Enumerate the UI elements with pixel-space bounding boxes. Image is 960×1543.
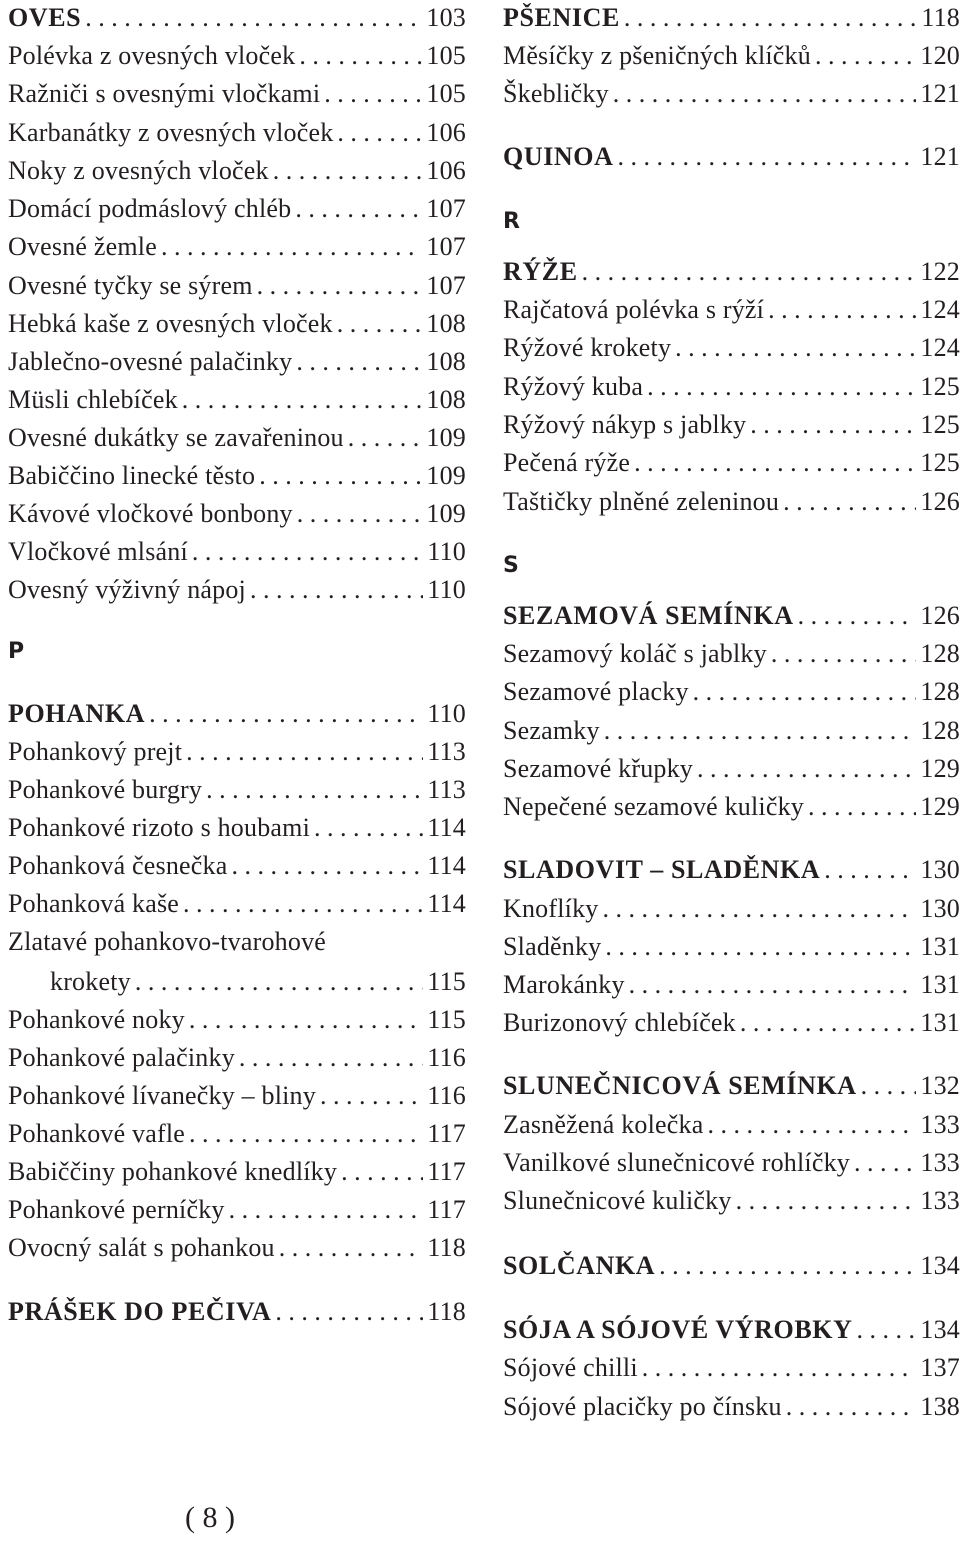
- toc-entry: [503, 1004, 960, 1042]
- dot-leader: [707, 1106, 916, 1144]
- entry-title: Pohankové rizoto s houbami: [8, 813, 310, 842]
- entry-title: krokety: [50, 967, 131, 996]
- dot-leader: [798, 597, 917, 635]
- dot-leader: [250, 571, 423, 609]
- entry-page-number: 137: [920, 1353, 960, 1382]
- entry-page-number: 116: [427, 1043, 466, 1072]
- entry-title: SÓJA A SÓJOVÉ VÝROBKY: [503, 1315, 853, 1344]
- entry-page-number: 110: [427, 575, 466, 604]
- entry-page-number: 109: [426, 461, 466, 490]
- entry-page-number: 107: [426, 271, 466, 300]
- entry-page-number: 110: [427, 537, 466, 566]
- toc-entry: [503, 1182, 960, 1220]
- entry-page-number: 126: [920, 601, 960, 630]
- entry-page-number: 131: [920, 932, 960, 961]
- entry-page-number: 108: [426, 309, 466, 338]
- toc-entry: [8, 152, 466, 190]
- entry-page-number: 109: [426, 499, 466, 528]
- toc-entry: [503, 1388, 960, 1426]
- dot-leader: [337, 305, 423, 343]
- entry-page-number: 110: [427, 699, 466, 728]
- dot-leader: [618, 138, 917, 176]
- toc-entry: [8, 1039, 466, 1077]
- entry-page-number: 133: [920, 1186, 960, 1215]
- toc-entry: [8, 305, 466, 343]
- entry-page-number: 128: [920, 639, 960, 668]
- entry-page-number: 109: [426, 423, 466, 452]
- toc-entry: [8, 37, 466, 75]
- entry-title: Domácí podmáslový chléb: [8, 194, 292, 223]
- entry-page-number: 131: [920, 1008, 960, 1037]
- section-letter: R: [503, 209, 520, 234]
- dot-leader: [613, 75, 917, 113]
- entry-page-number: 132: [920, 1071, 960, 1100]
- entry-title: OVES: [8, 3, 82, 32]
- toc-entry: [503, 1106, 960, 1144]
- toc-entry: [8, 419, 466, 457]
- toc-entry: [8, 190, 466, 228]
- entry-title: Pohankové burgry: [8, 775, 203, 804]
- dot-leader: [768, 291, 916, 329]
- dot-leader: [206, 771, 423, 809]
- dot-leader: [642, 1349, 917, 1387]
- toc-entry: [503, 1349, 960, 1387]
- entry-page-number: 125: [920, 372, 960, 401]
- dot-leader: [161, 228, 422, 266]
- toc-heading-entry: [8, 695, 466, 733]
- dot-leader: [320, 1077, 423, 1115]
- toc-entry: [503, 635, 960, 673]
- entry-page-number: 107: [426, 232, 466, 261]
- dot-leader: [299, 37, 422, 75]
- toc-entry: [8, 571, 466, 609]
- entry-page-number: 134: [920, 1251, 960, 1280]
- entry-title: Pohankový prejt: [8, 737, 183, 766]
- entry-title: Ovocný salát s pohankou: [8, 1233, 275, 1262]
- entry-page-number: 125: [920, 448, 960, 477]
- entry-title: Sójové chilli: [503, 1353, 638, 1382]
- entry-page-number: 115: [427, 1005, 466, 1034]
- entry-title: Rýžové krokety: [503, 333, 672, 362]
- dot-leader: [582, 253, 917, 291]
- toc-entry: [503, 928, 960, 966]
- dot-leader: [854, 1144, 916, 1182]
- dot-leader: [808, 788, 916, 826]
- dot-leader: [275, 1293, 423, 1331]
- dot-leader: [740, 1004, 917, 1042]
- entry-title: Müsli chlebíček: [8, 385, 178, 414]
- toc-entry: [8, 457, 466, 495]
- dot-leader: [296, 343, 422, 381]
- toc-entry: [8, 1191, 466, 1229]
- toc-entry: [503, 444, 960, 482]
- dot-leader: [341, 1153, 423, 1191]
- toc-entry: [8, 847, 466, 885]
- entry-title: Babiččiny pohankové knedlíky: [8, 1157, 338, 1186]
- entry-title: Burizonový chlebíček: [503, 1008, 736, 1037]
- entry-title: SLADOVIT – SLADĚNKA: [503, 855, 821, 884]
- entry-page-number: 133: [920, 1110, 960, 1139]
- toc-heading-entry: [503, 1311, 960, 1349]
- entry-title: Sezamový koláč s jablky: [503, 639, 767, 668]
- entry-title: Noky z ovesných vloček: [8, 156, 269, 185]
- dot-leader: [624, 0, 917, 37]
- entry-title: Taštičky plněné zeleninou: [503, 487, 780, 516]
- entry-page-number: 134: [920, 1315, 960, 1344]
- dot-leader: [297, 495, 423, 533]
- toc-entry: [8, 343, 466, 381]
- entry-page-number: 108: [426, 347, 466, 376]
- entry-title: Měsíčky z pšeničných klíčků: [503, 41, 811, 70]
- dot-leader: [239, 1039, 423, 1077]
- toc-entry: [8, 1077, 466, 1115]
- toc-entry: [503, 37, 960, 75]
- toc-entry: [503, 673, 960, 711]
- toc-heading-entry: [503, 1067, 960, 1105]
- dot-leader: [273, 152, 423, 190]
- dot-leader: [337, 114, 422, 152]
- toc-entry: [503, 712, 960, 750]
- dot-leader: [824, 851, 916, 889]
- entry-title: Ovesný výživný nápoj: [8, 575, 246, 604]
- entry-title: Pohankové palačinky: [8, 1043, 235, 1072]
- toc-entry: [8, 809, 466, 847]
- toc-entry: [8, 885, 466, 923]
- entry-title: Knoflíky: [503, 894, 599, 923]
- entry-page-number: 128: [920, 677, 960, 706]
- entry-title: Rajčatová polévka s rýží: [503, 295, 765, 324]
- toc-entry: [503, 368, 960, 406]
- entry-page-number: 118: [427, 1233, 466, 1262]
- dot-leader: [135, 963, 424, 1001]
- dot-leader: [324, 75, 422, 113]
- entry-title: Polévka z ovesných vloček: [8, 41, 296, 70]
- entry-title: Pohanková kaše: [8, 889, 180, 918]
- toc-entry: [8, 114, 466, 152]
- entry-page-number: 130: [920, 894, 960, 923]
- toc-entry: [503, 1144, 960, 1182]
- dot-leader: [314, 809, 423, 847]
- dot-leader: [259, 457, 422, 495]
- entry-page-number: 130: [920, 855, 960, 884]
- entry-title: QUINOA: [503, 142, 614, 171]
- toc-heading-entry: [8, 0, 466, 37]
- entry-page-number: 124: [920, 295, 960, 324]
- entry-title: Rýžový nákyp s jablky: [503, 410, 747, 439]
- entry-page-number: 108: [426, 385, 466, 414]
- dot-leader: [149, 695, 423, 733]
- dot-leader: [861, 1067, 917, 1105]
- entry-page-number: 117: [427, 1157, 466, 1186]
- entry-title: PŠENICE: [503, 3, 620, 32]
- entry-page-number: 138: [920, 1392, 960, 1421]
- entry-page-number: 121: [920, 79, 960, 108]
- dot-leader: [189, 1001, 424, 1039]
- entry-title: Sladěnky: [503, 932, 602, 961]
- entry-title: Babiččino linecké těsto: [8, 461, 256, 490]
- entry-title: RÝŽE: [503, 257, 578, 286]
- entry-title: Zlatavé pohankovo-tvarohové: [8, 927, 327, 956]
- dot-leader: [85, 0, 422, 37]
- dot-leader: [771, 635, 917, 673]
- toc-entry: [8, 733, 466, 771]
- entry-page-number: 121: [920, 142, 960, 171]
- entry-title: Pečená rýže: [503, 448, 631, 477]
- toc-entry: [8, 1229, 466, 1267]
- entry-page-number: 117: [427, 1119, 466, 1148]
- entry-page-number: 113: [427, 775, 466, 804]
- entry-page-number: 118: [921, 3, 960, 32]
- dot-leader: [231, 847, 423, 885]
- entry-page-number: 116: [427, 1081, 466, 1110]
- entry-page-number: 115: [427, 967, 466, 996]
- dot-leader: [229, 1191, 424, 1229]
- entry-title: Rýžový kuba: [503, 372, 644, 401]
- toc-entry: [8, 495, 466, 533]
- toc-entry: [8, 381, 466, 419]
- toc-entry: [8, 1115, 466, 1153]
- entry-title: Ovesné dukátky se zavařeninou: [8, 423, 344, 452]
- entry-title: Nepečené sezamové kuličky: [503, 792, 804, 821]
- dot-leader: [348, 419, 423, 457]
- toc-heading-entry: [503, 0, 960, 37]
- toc-entry: [8, 923, 466, 961]
- toc-heading-entry: [8, 1293, 466, 1331]
- dot-leader: [257, 267, 423, 305]
- entry-title: Ovesné tyčky se sýrem: [8, 271, 253, 300]
- entry-title: Pohanková česnečka: [8, 851, 228, 880]
- entry-page-number: 129: [920, 792, 960, 821]
- entry-title: Kávové vločkové bonbony: [8, 499, 293, 528]
- dot-leader: [815, 37, 916, 75]
- entry-page-number: 131: [920, 970, 960, 999]
- toc-entry: [8, 771, 466, 809]
- dot-leader: [192, 533, 423, 571]
- entry-page-number: 107: [426, 194, 466, 223]
- toc-entry: [503, 890, 960, 928]
- entry-page-number: 124: [920, 333, 960, 362]
- toc-entry: [8, 267, 466, 305]
- dot-leader: [189, 1115, 423, 1153]
- entry-page-number: 122: [920, 257, 960, 286]
- toc-entry: [8, 963, 466, 1001]
- entry-page-number: 126: [920, 487, 960, 516]
- entry-title: Ovesné žemle: [8, 232, 157, 261]
- dot-leader: [279, 1229, 424, 1267]
- entry-page-number: 129: [920, 754, 960, 783]
- entry-page-number: 133: [920, 1148, 960, 1177]
- dot-leader: [647, 368, 916, 406]
- dot-leader: [736, 1182, 917, 1220]
- entry-page-number: 114: [427, 889, 466, 918]
- entry-title: PRÁŠEK DO PEČIVA: [8, 1297, 272, 1326]
- entry-title: Hebká kaše z ovesných vloček: [8, 309, 333, 338]
- dot-leader: [693, 673, 917, 711]
- entry-title: Slunečnicové kuličky: [503, 1186, 732, 1215]
- section-letter: S: [503, 553, 519, 578]
- entry-title: SEZAMOVÁ SEMÍNKA: [503, 601, 794, 630]
- dot-leader: [602, 890, 916, 928]
- dot-leader: [856, 1311, 916, 1349]
- entry-page-number: 128: [920, 716, 960, 745]
- entry-title: Pohankové noky: [8, 1005, 185, 1034]
- entry-title: Sezamové křupky: [503, 754, 694, 783]
- toc-entry: [8, 1001, 466, 1039]
- entry-title: Škebličky: [503, 79, 609, 108]
- entry-page-number: 117: [427, 1195, 466, 1224]
- entry-page-number: 113: [427, 737, 466, 766]
- entry-title: Karbanátky z ovesných vloček: [8, 118, 334, 147]
- page-number: ( 8 ): [185, 1501, 235, 1534]
- entry-title: SOLČANKA: [503, 1251, 656, 1280]
- toc-entry: [8, 228, 466, 266]
- entry-title: Sójové placičky po čínsku: [503, 1392, 782, 1421]
- entry-title: Jablečno-ovesné palačinky: [8, 347, 293, 376]
- entry-page-number: 106: [426, 156, 466, 185]
- dot-leader: [183, 885, 423, 923]
- entry-page-number: 105: [426, 41, 466, 70]
- entry-title: Pohankové vafle: [8, 1119, 186, 1148]
- entry-page-number: 114: [427, 851, 466, 880]
- toc-entry: [8, 533, 466, 571]
- section-letter: P: [8, 639, 25, 664]
- toc-heading-entry: [503, 597, 960, 635]
- entry-title: Ražniči s ovesnými vločkami: [8, 79, 321, 108]
- entry-title: POHANKA: [8, 699, 146, 728]
- entry-title: Sezamové placky: [503, 677, 689, 706]
- entry-title: Pohankové perníčky: [8, 1195, 225, 1224]
- dot-leader: [186, 733, 423, 771]
- entry-title: Marokánky: [503, 970, 625, 999]
- dot-leader: [659, 1247, 916, 1285]
- dot-leader: [629, 966, 917, 1004]
- entry-title: Vanilkové slunečnicové rohlíčky: [503, 1148, 850, 1177]
- entry-page-number: 103: [426, 3, 466, 32]
- entry-page-number: 105: [426, 79, 466, 108]
- toc-heading-entry: [503, 253, 960, 291]
- toc-entry: [503, 406, 960, 444]
- dot-leader: [783, 483, 916, 521]
- dot-leader: [295, 190, 422, 228]
- entry-title: Sezamky: [503, 716, 600, 745]
- entry-page-number: 125: [920, 410, 960, 439]
- entry-title: SLUNEČNICOVÁ SEMÍNKA: [503, 1071, 857, 1100]
- toc-entry: [8, 75, 466, 113]
- entry-title: Pohankové lívanečky – bliny: [8, 1081, 316, 1110]
- toc-heading-entry: [503, 1247, 960, 1285]
- toc-entry: [503, 966, 960, 1004]
- dot-leader: [605, 928, 916, 966]
- dot-leader: [750, 406, 916, 444]
- toc-entry: [8, 1153, 466, 1191]
- entry-title: Zasněžená kolečka: [503, 1110, 704, 1139]
- entry-page-number: 118: [427, 1297, 466, 1326]
- dot-leader: [786, 1388, 917, 1426]
- entry-page-number: 106: [426, 118, 466, 147]
- toc-entry: [503, 329, 960, 367]
- toc-entry: [503, 750, 960, 788]
- toc-entry: [503, 483, 960, 521]
- entry-page-number: 114: [427, 813, 466, 842]
- entry-title: Vločkové mlsání: [8, 537, 188, 566]
- toc-entry: [503, 291, 960, 329]
- toc-heading-entry: [503, 138, 960, 176]
- entry-page-number: 120: [920, 41, 960, 70]
- dot-leader: [182, 381, 423, 419]
- toc-entry: [503, 788, 960, 826]
- dot-leader: [604, 712, 917, 750]
- toc-entry: [503, 75, 960, 113]
- dot-leader: [675, 329, 916, 367]
- dot-leader: [697, 750, 916, 788]
- dot-leader: [634, 444, 916, 482]
- toc-heading-entry: [503, 851, 960, 889]
